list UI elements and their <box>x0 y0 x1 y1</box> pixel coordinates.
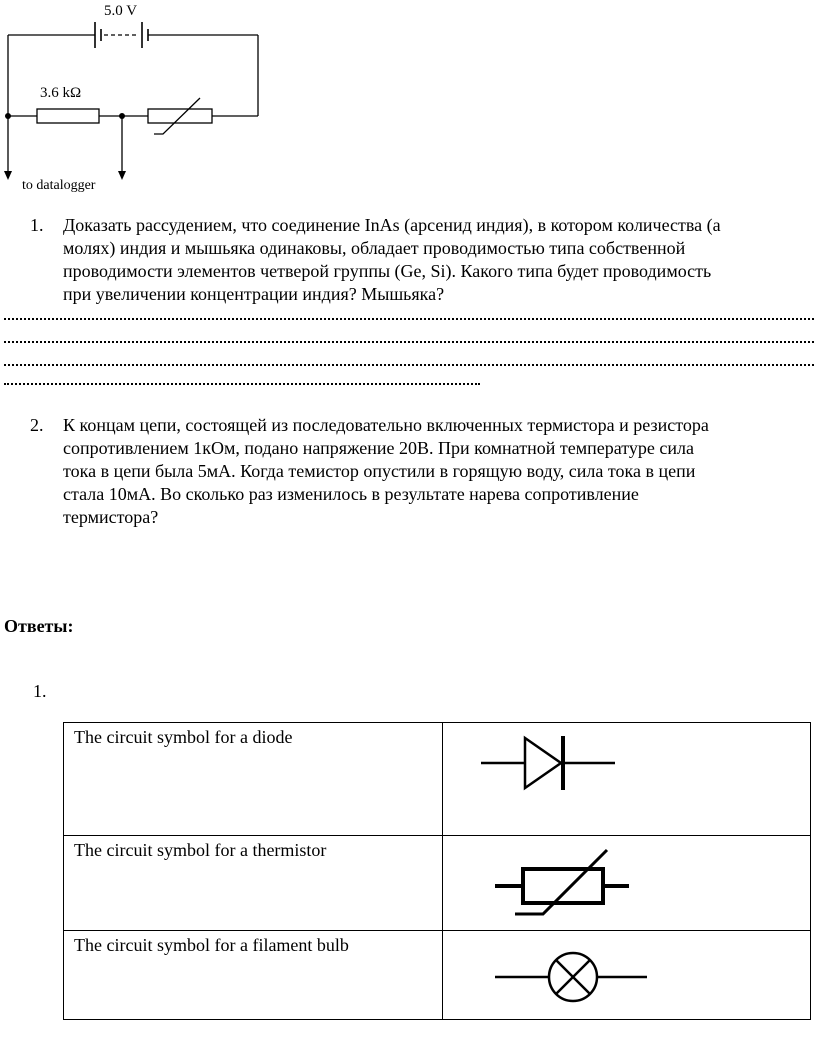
question-number: 2. <box>30 415 44 435</box>
question-line: Доказать рассудением, что соединение InAs (арсенид индия), в котором количества (а <box>63 215 721 235</box>
table-row <box>64 836 811 931</box>
filament-bulb-symbol-icon <box>443 931 813 1015</box>
answer-dotted-line <box>4 364 814 368</box>
question-line: термистора? <box>63 507 159 527</box>
question-line: при увеличении концентрации индия? Мышьяка? <box>63 284 445 304</box>
question-line: проводимости элементов четверой группы (Ge, Si). Какого типа будет проводимость <box>63 261 712 281</box>
symbol-cell <box>443 836 811 931</box>
junction-dot-right <box>119 113 125 119</box>
question-line: стала 10мА. Во сколько раз изменилось в результате нарева сопротивление <box>63 484 639 504</box>
arrow-down-icon <box>118 171 126 180</box>
thermistor-symbol-icon <box>443 836 813 926</box>
junction-dot-left <box>5 113 11 119</box>
question-line: молях) индия и мышьяка одинаковы, обладает проводимостью типа собственной <box>63 238 686 258</box>
symbol-label: The circuit symbol for a diode <box>64 723 443 836</box>
resistor-label: 3.6 kΩ <box>40 85 82 101</box>
question-line: сопротивлением 1кОм, подано напряжение 20В. При комнатной температуре сила <box>63 438 694 458</box>
diode-symbol-icon <box>443 723 813 831</box>
answer-number: 1. <box>33 681 47 701</box>
symbol-cell <box>443 931 811 1020</box>
datalogger-label: to datalogger <box>22 178 96 193</box>
circuit-diagram <box>0 0 270 195</box>
answer-dotted-line <box>4 341 814 345</box>
table-row <box>64 723 811 836</box>
answers-heading: Ответы: <box>4 616 74 636</box>
arrow-down-icon <box>4 171 12 180</box>
circuit-symbols-table <box>63 722 811 1020</box>
symbol-label: The circuit symbol for a filament bulb <box>64 931 443 1020</box>
question-line: К концам цепи, состоящей из последовательно включенных термистора и резистора <box>63 415 709 435</box>
symbol-cell <box>443 723 811 836</box>
battery-label: 5.0 V <box>104 3 138 19</box>
table-row <box>64 931 811 1020</box>
answer-dotted-line <box>4 383 480 387</box>
answer-dotted-line <box>4 318 814 322</box>
question-number: 1. <box>30 215 44 235</box>
symbol-label: The circuit symbol for a thermistor <box>64 836 443 931</box>
question-line: тока в цепи была 5мА. Когда темистор опустили в горящую воду, сила тока в цепи <box>63 461 696 481</box>
